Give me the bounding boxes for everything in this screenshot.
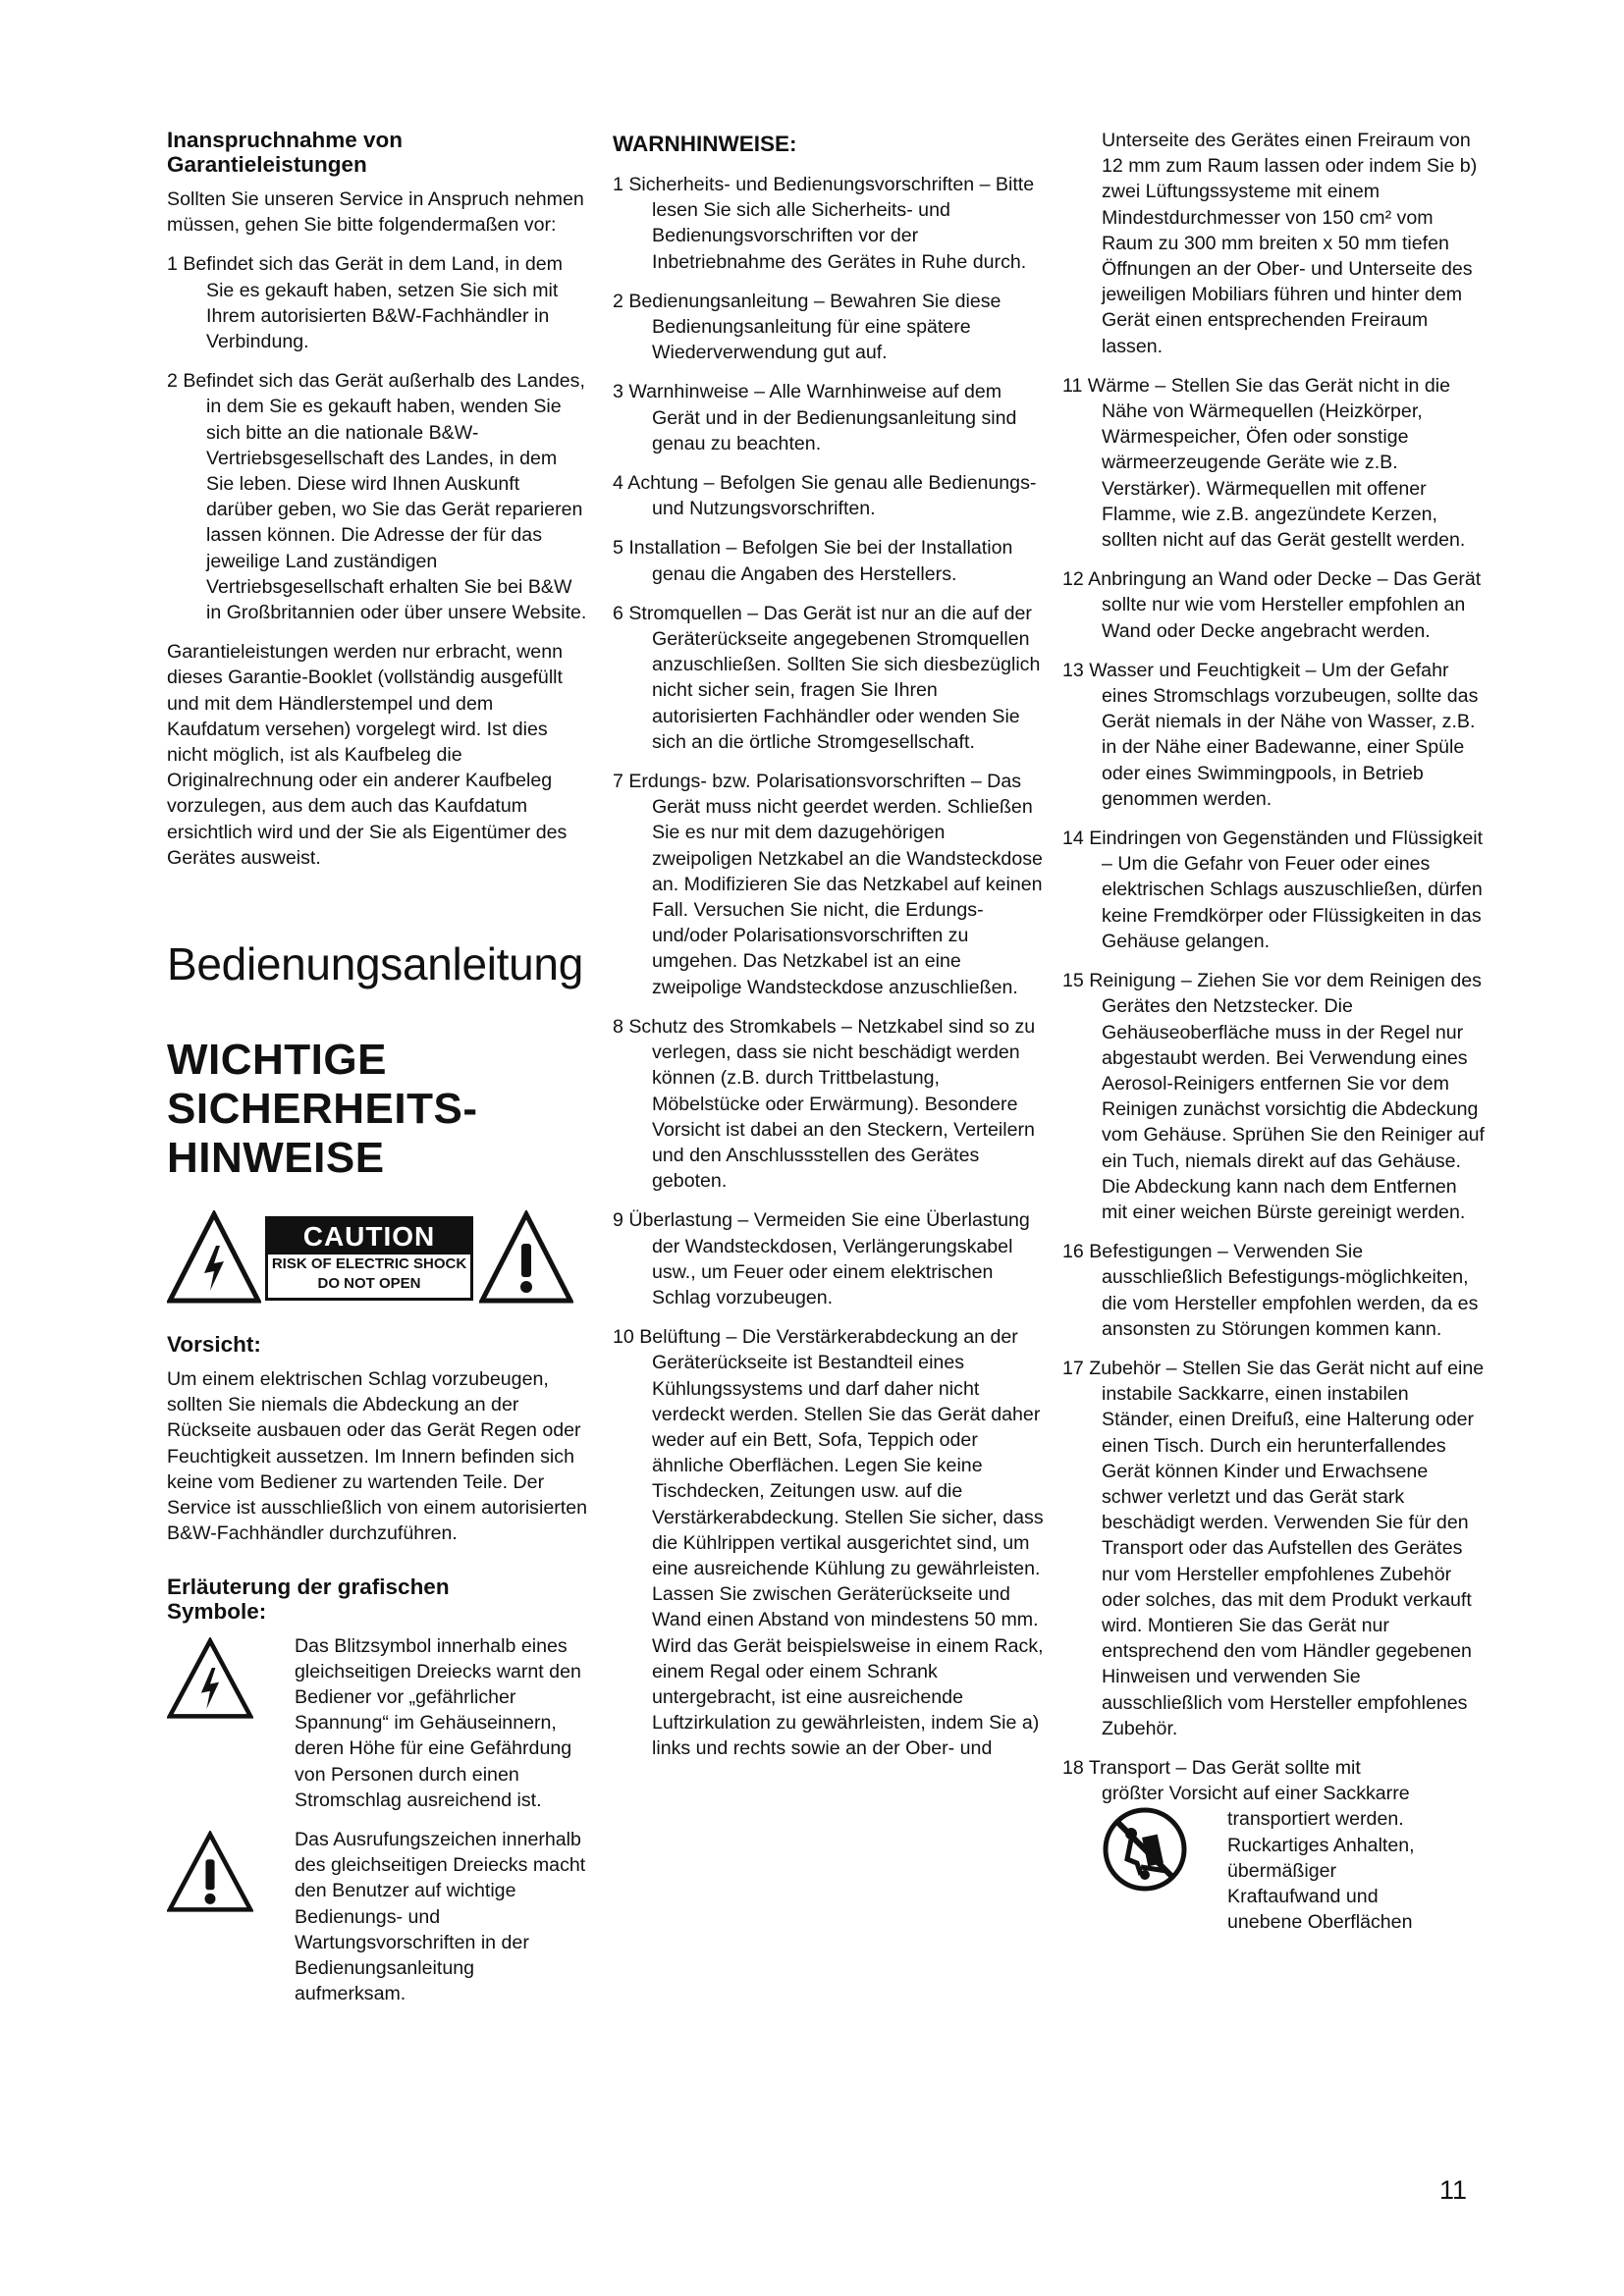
warning-item-2: 2 Bedienungsanleitung – Bewahren Sie diese Bedienungsanleitung für eine spätere Wiederverwendung gut auf. [613,290,1001,364]
safety-title [167,1036,589,1183]
warning-item-12: 12 Anbringung an Wand oder Decke – Das Gerät sollte nur wie vom Hersteller empfohlen an Wand oder Decke angebracht werden. [1062,568,1482,642]
lightning-icon [167,1637,253,1720]
safety-title-line2: SICHERHEITS- [167,1085,478,1134]
caution-line1: RISK OF ELECTRIC SHOCK [271,1255,467,1273]
warning-item-16: 16 Befestigungen – Verwenden Sie ausschließlich Befestigungs-möglichkeiten, die vom Hersteller empfohlen werden, da es ansonsten zu Störungen kommen kann. [1062,1241,1479,1340]
warning-item-10: 10 Belüftung – Die Verstärkerabdeckung an der Geräterückseite ist Bestandteil eines Kühlungssystems und darf daher nicht verdeckt werden. Stellen Sie das Gerät daher weder auf ein Bett, Sofa, Teppich oder ähnliche Oberflächen. Legen Sie keine Tischdecken, Zeitungen usw. auf die Verstärkerabdeckung. Stellen Sie sicher, dass die Kühlrippen vertikal ausgerichtet sind, um eine ausreichende Kühlung zu gewährleisten. Lassen Sie zwischen Geräterückseite und Wand einen Abstand von mindestens 50 mm. Wird das Gerät beispielsweise in einem Rack, einem Regal oder einem Schrank untergebracht, ist eine ausreichende Luftzirkulation zu gewährleisten, indem Sie a) links und rechts sowie an der Ober- und [613,1326,1044,1760]
middle-column [613,128,1045,1776]
warranty-heading-line1: Inanspruchnahme von [167,128,404,152]
symbol-lightning-row [167,1633,589,1813]
right-column [1062,128,1485,1935]
exclamation-warning-icon [479,1210,573,1305]
warning-item-5: 5 Installation – Befolgen Sie bei der Installation genau die Angaben des Herstellers. [613,537,1013,585]
warning-item-8: 8 Schutz des Stromkabels – Netzkabel sind so zu verlegen, dass sie nicht beschädigt werden können (z.B. durch Trittbelastung, Möbelstücke oder Erwärmung). Besondere Vorsicht ist dabei an den Steckern, Verteilern und den Anschlussstellen des Gerätes geboten. [613,1015,1036,1193]
warning-item-13: 13 Wasser und Feuchtigkeit – Um der Gefahr eines Stromschlags vorzubeugen, sollte das Gerät niemals in der Nähe von Wasser, z.B. in der Nähe einer Badewanne, einer Spüle oder eines Swimmingpools, in Betrieb genommen werden. [1062,659,1479,810]
transport-rest-line4: Kraftaufwand und [1227,1886,1379,1907]
warning-item-15: 15 Reinigung – Ziehen Sie vor dem Reinigen des Gerätes den Netzstecker. Die Gehäuseoberfläche muss in der Regel nur abgestaubt werden. Bei Verwendung eines Aerosol-Reinigers entfernen Sie vor dem Reinigen zunächst vorsichtig die Abdeckung vom Gehäuse. Sprühen Sie den Reiniger auf ein Tuch, niemals direkt auf das Gehäuse. Die Abdeckung kann nach dem Entfernen mit einer weichen Bürste gereinigt werden. [1062,970,1485,1223]
symbol-lightning-text: Das Blitzsymbol innerhalb eines gleichseitigen Dreiecks warnt den Bediener vor „gefährlicher Spannung“ im Gehäuseinnern, deren Höhe für eine Gefährdung von Personen durch einen Stromschlag ausreichend ist. [295,1634,581,1811]
warranty-intro: Sollten Sie unseren Service in Anspruch nehmen müssen, gehen Sie bitte folgendermaßen vor: [167,188,584,237]
warning-item-9: 9 Überlastung – Vermeiden Sie eine Überlastung der Wandsteckdosen, Verlängerungskabel usw., um Feuer oder einem elektrischen Schlag vorzubeugen. [613,1209,1030,1308]
transport-rest-line5: unebene Oberflächen [1227,1911,1413,1934]
symbols-heading-line2: Symbole: [167,1598,267,1624]
symbols-heading-line1: Erläuterung der grafischen [167,1574,450,1599]
warning-item-14: 14 Eindringen von Gegenständen und Flüssigkeit – Um die Gefahr von Feuer oder eines elektrischen Schlags auszuschließen, dürfen keine Fremdkörper oder Flüssigkeiten in das Gehäuse gelangen. [1062,828,1484,952]
warranty-heading-line2: Garantieleistungen [167,152,367,177]
manual-title: Bedienungsanleitung [167,938,584,990]
symbol-exclamation-row [167,1827,589,2006]
vorsicht-heading: Vorsicht: [167,1332,261,1358]
exclamation-icon [167,1831,253,1913]
transport-rest-line1: transportiert werden. [1227,1808,1404,1831]
caution-label: CAUTION [268,1219,470,1255]
ventilation-continuation: Unterseite des Gerätes einen Freiraum von 12 mm zum Raum lassen oder indem Sie b) zwei Lüftungssysteme mit einem Mindestdurchmesser von 150 cm² vom Raum zu 300 mm breiten x 50 mm tiefen Öffnungen an der Ober- und Unterseite des jeweiligen Mobiliars führen und hinter dem Gerät einen entsprechenden Freiraum lassen. [1102,130,1478,357]
warranty-note: Garantieleistungen werden nur erbracht, wenn dieses Garantie-Booklet (vollständig ausgefüllt und mit dem Händlerstempel und dem Kaufdatum versehen) vorgelegt wird. Ist dies nicht möglich, ist als Kaufbeleg die Originalrechnung oder ein anderer Kaufbeleg vorzulegen, aus dem auch das Kaufdatum ersichtlich wird und der Sie als Eigentümer des Gerätes ausweist. [167,641,568,869]
warning-item-4: 4 Achtung – Befolgen Sie genau alle Bedienungs- und Nutzungsvorschriften. [613,472,1037,520]
warning-item-11: 11 Wärme – Stellen Sie das Gerät nicht in die Nähe von Wärmequellen (Heizkörper, Wärmespeicher, Öfen oder sonstige wärmeerzeugende Geräte wie z.B. Verstärker). Wärmequellen mit offener Flamme, wie z.B. angezündete Kerzen, sollten nicht auf das Gerät gestellt werden. [1062,374,1466,552]
warranty-heading [167,128,589,177]
caution-line2: DO NOT OPEN [317,1275,421,1293]
page-number: 11 [1439,2175,1468,2205]
warranty-item-1: 1 Befindet sich das Gerät in dem Land, in dem Sie es gekauft haben, setzen Sie sich mit Ihrem autorisierten B&W-Fachhändler in Verbindung. [167,253,563,353]
warranty-item-2: 2 Befindet sich das Gerät außerhalb des Landes, in dem Sie es gekauft haben, wenden Sie sich bitte an die nationale B&W-Vertriebsgesellschaft des Landes, in dem Sie leben. Diese wird Ihnen Auskunft darüber geben, wo Sie das Gerät reparieren lassen können. Die Adresse der für das jeweilige Land zuständigen Vertriebsgesellschaft erhalten Sie bei B&W in Großbritannien oder über unsere Website. [167,370,587,624]
vorsicht-text: Um einem elektrischen Schlag vorzubeugen, sollten Sie niemals die Abdeckung an der Rückseite ausbauen oder das Gerät Regen oder Feuchtigkeit aussetzen. Im Innern befinden sich keine vom Bediener zu wartenden Teile. Der Service ist ausschließlich von einem autorisierten B&W-Fachhändler durchzuführen. [167,1368,587,1545]
warning-item-7: 7 Erdungs- bzw. Polarisationsvorschriften – Das Gerät muss nicht geerdet werden. Schließen Sie es nur mit dem dazugehörigen zweipoligen Netzkabel an die Wandsteckdose an. Modifizieren Sie das Netzkabel auf keinen Fall. Versuchen Sie nicht, die Erdungs- und/oder Polarisationsvorschriften zu umgehen. Das Netzkabel ist an eine zweipolige Wandsteckdose anzuschließen. [613,771,1043,998]
caution-label-graphic [167,1210,589,1308]
warning-item-1: 1 Sicherheits- und Bedienungsvorschriften – Bitte lesen Sie sich alle Sicherheits- und Bedienungsvorschriften vor der Inbetriebnahme des Gerätes in Ruhe durch. [613,174,1035,273]
symbols-heading [167,1575,589,1624]
cart-tip-over-warning-icon [1102,1806,1188,1893]
warnings-heading: WARNHINWEISE: [613,132,797,156]
caution-text [268,1255,470,1294]
warning-item-17: 17 Zubehör – Stellen Sie das Gerät nicht auf eine instabile Sackkarre, einen instabilen Ständer, einen Dreifuß, eine Halterung oder einen Tisch. Durch ein herunterfallendes Gerät können Kinder und Erwachsene schwer verletzt und das Gerät stark beschädigt werden. Verwenden Sie für den Transport oder das Aufstellen des Gerätes nur vom Hersteller empfohlenes Zubehör oder solches, das mit dem Produkt verkauft wird. Montieren Sie das Gerät nur entsprechend den vom Händler gegebenen Hinweisen und verwenden Sie ausschließlich vom Hersteller empfohlenes Zubehör. [1062,1357,1485,1739]
transport-rest-line2: Ruckartiges Anhalten, [1227,1834,1415,1856]
caution-box [265,1216,473,1301]
lightning-warning-icon [167,1210,261,1305]
warning-item-6: 6 Stromquellen – Das Gerät ist nur an die auf der Geräterückseite angegebenen Stromquellen anzuschließen. Sollten Sie sich diesbezüglich nicht sicher sein, fragen Sie Ihren autorisierten Fachhändler oder wenden Sie sich an die örtliche Stromgesellschaft. [613,602,1041,753]
transport-line2: größter Vorsicht auf einer Sackkarre [1102,1783,1410,1805]
warning-item-3: 3 Warnhinweise – Alle Warnhinweise auf dem Gerät und in der Bedienungsanleitung sind genau zu beachten. [613,381,1017,454]
symbol-exclamation-text: Das Ausrufungszeichen innerhalb des gleichseitigen Dreiecks macht den Benutzer auf wichtige Bedienungs- und Wartungsvorschriften in der Bedienungsanleitung aufmerksam. [295,1828,586,2005]
warning-item-18 [1062,1755,1485,1935]
transport-line1: 18 Transport – Das Gerät sollte mit [1062,1756,1361,1779]
left-column [167,128,589,2020]
transport-rest-line3: übermäßiger [1227,1859,1337,1882]
safety-title-line1: WICHTIGE [167,1036,387,1085]
safety-title-line3: HINWEISE [167,1134,385,1183]
